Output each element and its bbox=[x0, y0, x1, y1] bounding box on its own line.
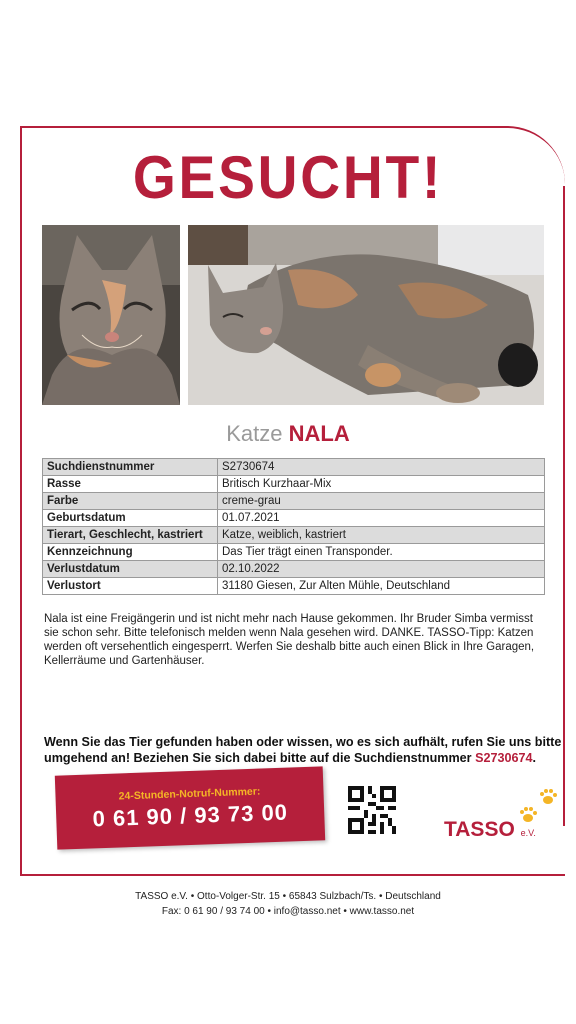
row-label: Tierart, Geschlecht, kastriert bbox=[43, 527, 218, 544]
table-row bbox=[43, 493, 545, 510]
search-service-number: S2730674 bbox=[475, 751, 533, 765]
cat-photo-closeup bbox=[42, 225, 180, 405]
logo-text: TASSO bbox=[444, 818, 515, 841]
row-label: Kennzeichnung bbox=[43, 544, 218, 561]
table-row bbox=[43, 459, 545, 476]
frame-right-edge bbox=[563, 186, 565, 826]
description-text: Nala ist eine Freigängerin und ist nicht mehr nach Hause gekommen. Ihr Bruder Simba vermisst sie schon sehr. Bitte telefonisch melden wenn Nala gesehen wird. DANKE. TASSO-Tipp: Katzen werden oft versehentlich eingesperrt. Werfen Sie deshalb bitte auch einen Blick in Ihre Garagen, Kellerräume und Gartenhäuser. bbox=[44, 613, 535, 667]
row-label: Rasse bbox=[43, 476, 218, 493]
table-row bbox=[43, 527, 545, 544]
hotline-box bbox=[55, 766, 325, 849]
hotline-phone[interactable]: 0 61 90 / 93 73 00 bbox=[92, 799, 289, 832]
row-label: Verlustdatum bbox=[43, 561, 218, 578]
row-value: 01.07.2021 bbox=[218, 510, 545, 527]
table-row bbox=[43, 476, 545, 493]
row-value: 02.10.2022 bbox=[218, 561, 545, 578]
row-label: Verlustort bbox=[43, 578, 218, 595]
animal-name bbox=[0, 421, 576, 447]
footer bbox=[0, 889, 576, 919]
call-to-action-end: . bbox=[532, 751, 537, 765]
row-label: Suchdienstnummer bbox=[43, 459, 218, 476]
animal-name-value: NALA bbox=[288, 421, 350, 446]
table-row bbox=[43, 544, 545, 561]
logo-suffix: e.V. bbox=[520, 828, 536, 838]
tasso-logo bbox=[444, 818, 536, 842]
row-value: 31180 Giesen, Zur Alten Mühle, Deutschland bbox=[218, 578, 545, 595]
call-to-action-text: Wenn Sie das Tier gefunden haben oder wissen, wo es sich aufhält, rufen Sie uns bitte umgehend an! Beziehen Sie sich dabei bitte auf die Suchdienstnummer bbox=[44, 735, 562, 765]
poster-title: GESUCHT! bbox=[132, 144, 444, 211]
row-value: S2730674 bbox=[218, 459, 545, 476]
row-value: Das Tier trägt einen Transponder. bbox=[218, 544, 545, 561]
row-label: Geburtsdatum bbox=[43, 510, 218, 527]
row-value: creme-grau bbox=[218, 493, 545, 510]
cat-photo-lying bbox=[188, 225, 544, 405]
footer-address: TASSO e.V. • Otto-Volger-Str. 15 • 65843 Sulzbach/Ts. • Deutschland bbox=[135, 891, 441, 902]
table-row bbox=[43, 578, 545, 595]
qr-code-icon[interactable] bbox=[348, 786, 396, 834]
footer-contact: Fax: 0 61 90 / 93 74 00 • info@tasso.net • www.tasso.net bbox=[161, 906, 415, 917]
info-table bbox=[42, 458, 545, 595]
row-value: Katze, weiblich, kastriert bbox=[218, 527, 545, 544]
call-to-action bbox=[44, 734, 564, 766]
table-row bbox=[43, 561, 545, 578]
hotline-label: 24-Stunden-Notruf-Nummer: bbox=[118, 785, 261, 803]
table-row bbox=[43, 510, 545, 527]
row-label: Farbe bbox=[43, 493, 218, 510]
row-value: Britisch Kurzhaar-Mix bbox=[218, 476, 545, 493]
animal-kind: Katze bbox=[226, 421, 283, 446]
